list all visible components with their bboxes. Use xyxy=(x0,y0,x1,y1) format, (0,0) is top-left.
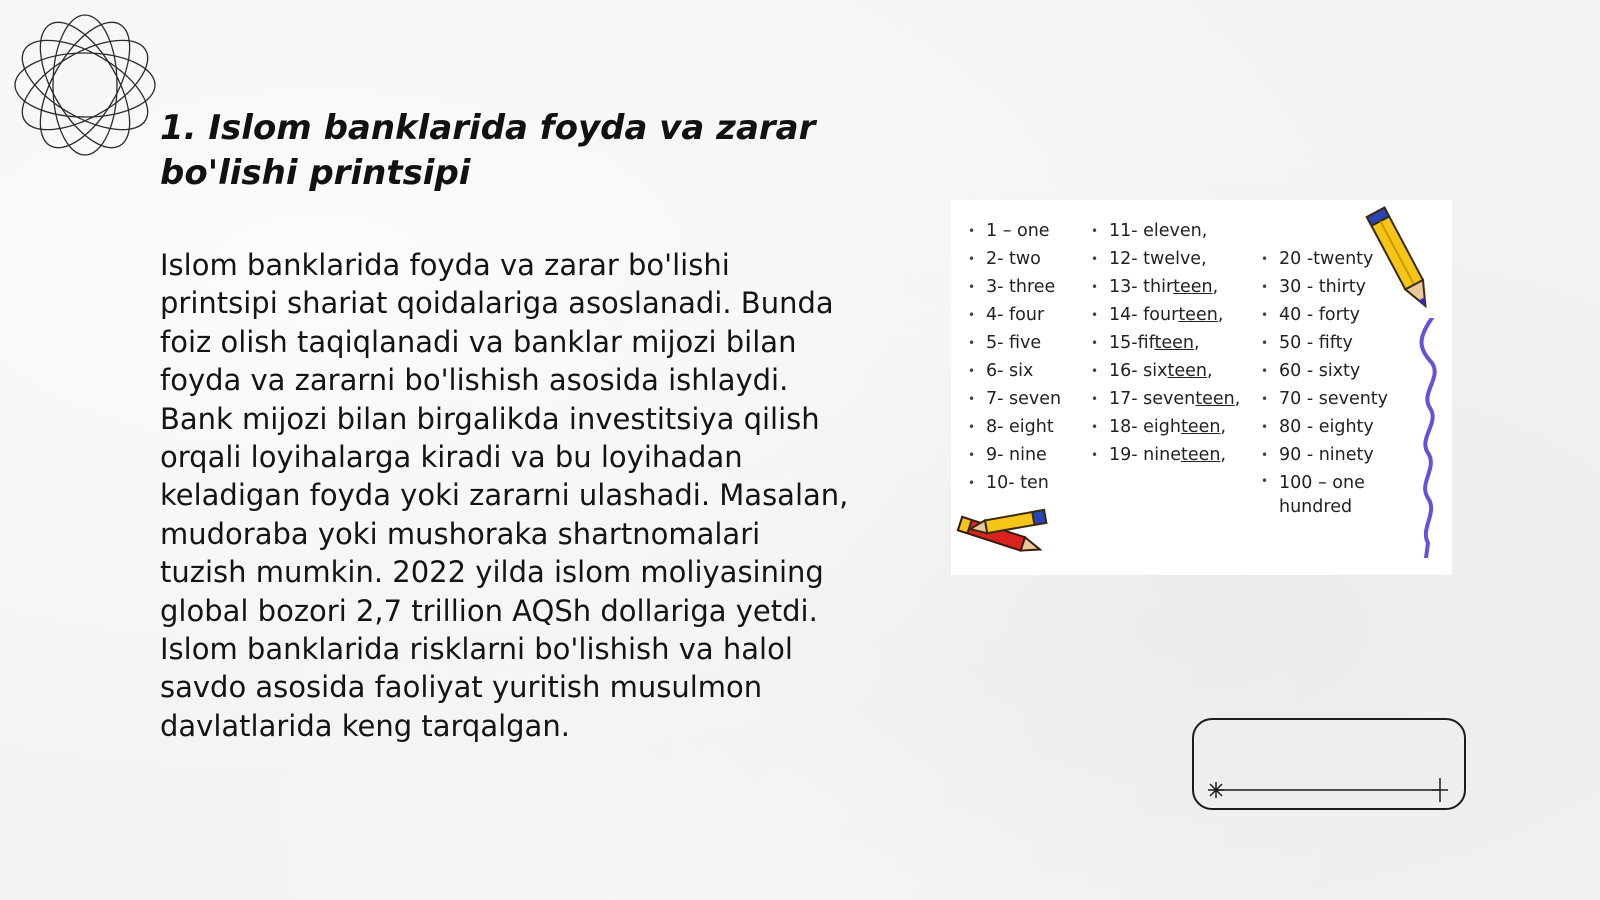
star-line-decoration xyxy=(1194,720,1468,812)
slide-title: 1. Islom banklarida foyda va zarar bo'lishi printsipi xyxy=(160,108,816,193)
list-item: • 4- four xyxy=(966,301,1061,329)
list-item: • 50 - fifty xyxy=(1259,329,1424,357)
list-item: • 80 - eighty xyxy=(1259,413,1424,441)
list-item: • 6- six xyxy=(966,357,1061,385)
numbers-image xyxy=(951,200,1452,575)
list-item: • 7- seven xyxy=(966,385,1061,413)
rosette-ornament-icon xyxy=(10,10,160,160)
list-item: • 40 - forty xyxy=(1259,301,1424,329)
list-item: • 13- thirteen, xyxy=(1089,273,1240,301)
list-item: • 11- eleven, xyxy=(1089,217,1240,245)
list-item: • 30 - thirty xyxy=(1259,273,1424,301)
list-item: • 10- ten xyxy=(966,469,1061,497)
list-item: • 90 - ninety xyxy=(1259,441,1424,469)
decorative-frame xyxy=(1192,718,1466,810)
list-item: • 2- two xyxy=(966,245,1061,273)
list-item: • 70 - seventy xyxy=(1259,385,1424,413)
list-item: • 60 - sixty xyxy=(1259,357,1424,385)
list-item: • 1 – one xyxy=(966,217,1061,245)
list-item: • 19- nineteen, xyxy=(1089,441,1240,469)
list-item: • 20 -twenty xyxy=(1259,245,1424,273)
list-item: • 100 – one hundred xyxy=(1259,469,1424,519)
list-item: • 9- nine xyxy=(966,441,1061,469)
list-item: • 15-fifteen, xyxy=(1089,329,1240,357)
list-item: • 3- three xyxy=(966,273,1061,301)
list-item: • 5- five xyxy=(966,329,1061,357)
numbers-column-2 xyxy=(1089,217,1240,469)
list-item: • 16- sixteen, xyxy=(1089,357,1240,385)
list-item: • 18- eighteen, xyxy=(1089,413,1240,441)
numbers-column-3 xyxy=(1259,245,1424,519)
crossed-pencils-icon xyxy=(951,500,1061,575)
list-item: • 12- twelve, xyxy=(1089,245,1240,273)
list-item: • 8- eight xyxy=(966,413,1061,441)
slide-body-text: Islom banklarida foyda va zarar bo'lishi printsipi shariat qoidalariga asoslanadi. Bunda foiz olish taqiqlanadi va banklar mijozi bilan foyda va zararni bo'lishish asosida ishlaydi. Bank mijozi bilan birgalikda investitsiya qilish orqali loyihalarga kiradi va bu loyihadan keladigan foyda yoki zararni ulashadi. Masalan, mudoraba yoki mushoraka shartnomalari tuzish mumkin. 2022 yilda islom moliyasining global bozori 2,7 trillion AQSh dollariga yetdi. Islom banklarida risklarni bo'lishish va halol savdo asosida faoliyat yuritish musulmon davlatlarida keng tarqalgan. xyxy=(160,248,849,743)
numbers-column-1 xyxy=(966,217,1061,497)
list-item: • 14- fourteen, xyxy=(1089,301,1240,329)
list-item: • 17- seventeen, xyxy=(1089,385,1240,413)
